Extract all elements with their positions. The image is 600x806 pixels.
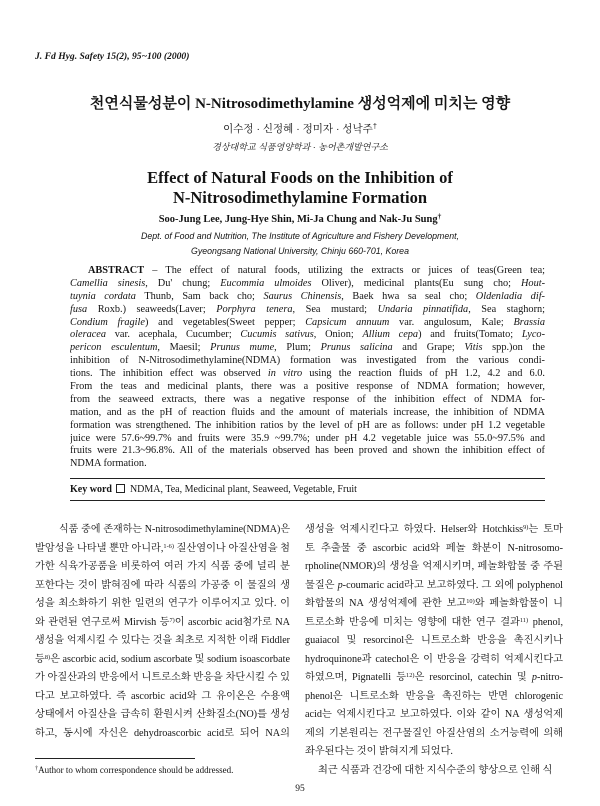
abstract-line bbox=[70, 342, 545, 355]
italic-run: Brassia bbox=[513, 316, 545, 328]
abstract-line bbox=[70, 265, 545, 278]
text-run: phenol은 니트로소화 반응을 촉진하는 반면 chlorogenic bbox=[305, 690, 563, 702]
italic-run: Vitis bbox=[464, 342, 483, 354]
italic-run: p bbox=[531, 672, 537, 683]
italic-run: Prunus salicina bbox=[320, 342, 393, 354]
english-author-names: Soo-Jung Lee, Jung-Hye Shin, Mi-Ja Chung and Nak-Ju Sung bbox=[158, 214, 438, 225]
italic-run: in vitro bbox=[267, 368, 303, 380]
italic-run: Lyco- bbox=[521, 329, 545, 341]
text-run: -nitro- bbox=[536, 672, 563, 683]
text-run: 트로소화 반응에 미치는 영향에 대한 연구 결과 bbox=[305, 616, 520, 628]
text-run: 와 페놀화합물이 니 bbox=[474, 598, 563, 609]
body-right-column bbox=[305, 521, 563, 780]
body-line bbox=[35, 558, 290, 577]
body-line bbox=[305, 540, 563, 559]
body-line bbox=[35, 632, 290, 651]
korean-authors bbox=[0, 122, 600, 137]
keyword-box-icon bbox=[116, 484, 125, 493]
korean-affiliation: 경상대학교 식품영양학과 · 농어촌개발연구소 bbox=[212, 142, 388, 152]
body-line bbox=[305, 577, 563, 596]
text-run: 물질은 bbox=[305, 579, 338, 591]
text-run: , Sea mustard; bbox=[292, 303, 378, 315]
italic-run: Prunus mume bbox=[210, 342, 275, 354]
english-title-line: Effect of Natural Foods on the Inhibition of bbox=[147, 168, 453, 187]
text-run: and Grape; bbox=[392, 342, 465, 354]
body-line bbox=[35, 540, 290, 559]
italic-run: fusa bbox=[70, 303, 88, 315]
text-run: 생성을 억제시킬 수 있다는 것을 최초로 지적한 이래 Fiddler bbox=[35, 635, 290, 646]
keyword-terms: NDMA, Tea, Medicinal plant, Seaweed, Vegetable, Fruit bbox=[129, 484, 357, 495]
text-run: spp.)on the bbox=[482, 342, 545, 354]
body-line bbox=[305, 688, 563, 707]
citation-superscript: 10) bbox=[466, 597, 475, 605]
text-run: hydroquinone과 catechol은 이 반응을 강력히 억제시킨다고 bbox=[305, 653, 563, 665]
english-title bbox=[0, 168, 600, 207]
keyword-top-rule bbox=[70, 478, 545, 479]
abstract-line bbox=[70, 317, 545, 330]
citation-superscript: 7) bbox=[169, 616, 175, 624]
corresponding-author-mark: † bbox=[372, 122, 377, 131]
text-run: 가한 식육가공품을 비롯하여 여러 가지 식품 중에 널리 분 bbox=[35, 561, 290, 572]
english-affiliation bbox=[0, 229, 600, 259]
body-line bbox=[305, 743, 563, 762]
text-run: ) and fruits(Tomato; bbox=[418, 329, 522, 341]
italic-run: Allium cepa bbox=[362, 329, 419, 341]
text-run: , Plum; bbox=[274, 342, 321, 354]
keyword-label: Key word bbox=[70, 484, 112, 495]
body-line bbox=[35, 614, 290, 633]
italic-run: Porphyra tenera bbox=[216, 303, 293, 315]
text-run: , Baek hwa sa seal cho; bbox=[341, 290, 476, 302]
text-run: ) and vegetables(Sweet pepper; bbox=[144, 316, 306, 328]
italic-run: Camellia sinesis bbox=[70, 277, 146, 289]
citation-superscript: 8) bbox=[44, 653, 51, 661]
abstract-line bbox=[70, 278, 545, 291]
body-line bbox=[35, 669, 290, 688]
text-run: 가 아질산과의 반응에서 니트로소화 반응을 차단시킬 수 있 bbox=[35, 672, 290, 683]
english-title-line: N-Nitrosodimethylamine Formation bbox=[172, 187, 428, 207]
text-run: 하였으며, Pignatelli 등 bbox=[305, 672, 407, 683]
citation-superscript: 11) bbox=[519, 616, 529, 624]
body-line bbox=[305, 762, 563, 781]
text-run: 등 bbox=[35, 653, 45, 665]
body-line bbox=[35, 706, 290, 725]
abstract-line bbox=[70, 355, 545, 368]
text-run: 이 ascorbic acid첨가로 NA bbox=[174, 616, 290, 628]
abstract-line bbox=[70, 329, 545, 342]
keyword-bottom-rule bbox=[70, 500, 545, 501]
text-run: 은 resorcinol, catechin 및 bbox=[414, 672, 532, 683]
text-run: 상태에서 아질산을 급속히 환원시켜 산화질소(NO)를 생성 bbox=[35, 709, 290, 720]
abstract-line bbox=[70, 445, 545, 458]
body-line bbox=[305, 632, 563, 651]
text-run: tions. The inhibition effect was observed bbox=[70, 368, 268, 380]
italic-run: Undaria pinnatifida bbox=[377, 303, 469, 315]
italic-run: Eucommia ulmoides bbox=[220, 277, 312, 289]
text-run: rpholine(NMOR)의 생성을 억제시키며, 페놀화합물 중 주된 bbox=[305, 561, 563, 572]
body-line bbox=[35, 725, 290, 744]
italic-run: tuynia cordata bbox=[70, 290, 136, 302]
korean-author-names: 이수정 · 신정혜 · 정미자 · 성낙주 bbox=[223, 123, 373, 135]
text-run: 좌우된다는 것이 밝혀지게 되었다. bbox=[305, 746, 453, 757]
text-run: , Du' chung; bbox=[145, 277, 221, 289]
text-run: 는 토마 bbox=[528, 524, 563, 535]
footnote-text: Author to whom correspondence should be addressed. bbox=[38, 765, 234, 775]
abstract-line bbox=[70, 291, 545, 304]
text-run: From the teas and medicinal plants, there was a positive response of NDMA formation; however, bbox=[70, 381, 545, 393]
body-line bbox=[305, 669, 563, 688]
text-run: acid는 억제시킨다고 보고하였다. 이와 같이 NA 생성억제 bbox=[305, 709, 563, 720]
text-run: 화합물의 NA 생성억제에 관한 보고 bbox=[305, 598, 467, 609]
body-line bbox=[305, 521, 563, 540]
text-run: juice were 57.6~99.7% and fruits were 35.9 ~99.7%; under pH 4.2 vegetable juice was 55.0~97.5% and bbox=[70, 432, 545, 444]
text-run: 하고, 동시에 자신은 dehydroascorbic acid로 되어 NA의 bbox=[35, 727, 290, 739]
abstract-line bbox=[70, 420, 545, 433]
english-authors bbox=[0, 212, 600, 227]
abstract-line bbox=[70, 458, 545, 471]
body-line bbox=[35, 577, 290, 596]
text-run: Thunb, Sam back cho; bbox=[135, 290, 264, 302]
text-run: Oliver), medicinal plants(Eu sung cho; bbox=[311, 277, 521, 289]
text-run: inhibition of N-Nitrosodimethylamine(NDMA) formation was investigated from the various condi- bbox=[70, 355, 545, 367]
text-run: Roxb.) seaweeds(Laver; bbox=[87, 303, 217, 315]
text-run: -coumaric acid라고 보고하였다. 그 외에 polyphenol bbox=[342, 579, 563, 591]
text-run: – The effect of natural foods, utilizing the extracts or juices of teas(Green tea; bbox=[144, 265, 545, 276]
body-line bbox=[305, 651, 563, 670]
citation-superscript: 9) bbox=[523, 523, 529, 531]
abstract-line bbox=[70, 368, 545, 381]
affiliation-line: Gyeongsang National University, Chinju 660-701, Korea bbox=[191, 246, 409, 256]
abstract bbox=[70, 265, 545, 471]
body-line bbox=[35, 521, 290, 540]
abstract-line bbox=[70, 433, 545, 446]
text-run: , Sea staghorn; bbox=[468, 303, 545, 315]
text-run: 다고 보고하였다. 즉 ascorbic acid와 그 유이온은 수용액 bbox=[35, 690, 290, 702]
body-line bbox=[35, 651, 290, 670]
body-line bbox=[305, 595, 563, 614]
footnote-rule bbox=[35, 758, 195, 759]
italic-run: oleracea bbox=[70, 329, 107, 341]
body-line bbox=[35, 688, 290, 707]
italic-run: Cucumis sativus bbox=[240, 329, 314, 341]
body-line bbox=[305, 706, 563, 725]
text-run: 최근 식품과 건강에 대한 지식수준의 향상으로 인해 식 bbox=[318, 764, 553, 776]
italic-run: Saurus Chinensis bbox=[263, 290, 342, 302]
journal-citation: J. Fd Hyg. Safety 15(2), 95~100 (2000) bbox=[35, 51, 190, 62]
abstract-line bbox=[70, 304, 545, 317]
text-run: 은 ascorbic acid, sodium ascorbate 및 sodium isoascorbate bbox=[50, 653, 290, 665]
text-run: 성을 최소화하기 위한 일련의 연구가 이루어지고 있다. 이 bbox=[35, 598, 290, 609]
citation-superscript: 12) bbox=[406, 671, 415, 679]
abstract-label: ABSTRACT bbox=[88, 265, 145, 276]
italic-run: Oldenladia dif- bbox=[475, 290, 545, 302]
text-run: var. acephala, Cucumber; bbox=[106, 329, 241, 341]
italic-run: Hout- bbox=[520, 277, 545, 289]
text-run: guaiacol 및 resorcinol은 니트로소화 반응을 촉진시키나 bbox=[305, 635, 563, 646]
text-run: 포한다는 것이 밝혀짐에 따라 식품의 가공중 이 물질의 생 bbox=[35, 579, 290, 591]
body-line bbox=[305, 614, 563, 633]
body-line bbox=[305, 725, 563, 744]
text-run: using the reaction fluids of pH 1.2, 4.2 and 6.0. bbox=[302, 368, 545, 380]
text-run: 제의 기본원리는 전구물질인 아질산염의 소거능력에 의해 bbox=[305, 727, 563, 739]
text-run: from the seaweed extracts, there was a negative response of the inhibition effect of NDMA for- bbox=[70, 393, 545, 405]
text-run: , Maesil; bbox=[157, 342, 211, 354]
text-run: 토 추출물 중 ascorbic acid와 페놀 화분이 N-nitrosomo- bbox=[305, 542, 563, 554]
abstract-line bbox=[70, 381, 545, 394]
italic-run: Condium fragile bbox=[70, 316, 145, 328]
text-run: mation, and as the pH of reaction fluids and the amount of materials increase, the inhibition of NDMA bbox=[70, 406, 545, 418]
keyword-line bbox=[70, 483, 545, 496]
body-line bbox=[305, 558, 563, 577]
korean-title: 천연식물성분이 N-Nitrosodimethylamine 생성억제에 미치는 영향 bbox=[89, 96, 511, 112]
text-run: fruits were 21.3~96.8%. All of the materials observed has been proved and shown the inhibition effect of bbox=[70, 445, 545, 457]
text-run: 와 관련된 연구로써 Mirvish 등 bbox=[35, 616, 170, 628]
text-run: 생성을 억제시킨다고 하였다. Helser와 Hotchkiss bbox=[305, 524, 524, 535]
corresponding-author-mark: † bbox=[437, 212, 442, 221]
text-run: formation was strengthened. The inhibition ratios by the level of pH are as follows: under pH 1.2 vegetable bbox=[70, 419, 545, 431]
text-run: , Onion; bbox=[313, 329, 363, 341]
page-number: 95 bbox=[295, 784, 305, 794]
italic-run: Capsicum annuum bbox=[305, 316, 390, 328]
footnote-mark: † bbox=[35, 764, 39, 772]
text-run: 질산염이나 아질산염을 첨 bbox=[173, 542, 290, 554]
text-run: 식품 중에 존재하는 N-nitrosodimethylamine(NDMA)은 bbox=[59, 524, 290, 535]
abstract-line bbox=[70, 394, 545, 407]
italic-run: p bbox=[337, 579, 343, 591]
italic-run: pericon esculentum bbox=[70, 342, 158, 354]
text-run: var. angulosum, Kale; bbox=[389, 316, 514, 328]
text-run: 발암성을 나타낼 뿐만 아니라, bbox=[35, 542, 164, 554]
body-line bbox=[35, 595, 290, 614]
text-run: NDMA formation. bbox=[70, 458, 147, 470]
body-left-column bbox=[35, 521, 290, 743]
citation-superscript: 1-6) bbox=[163, 542, 174, 550]
footnote bbox=[35, 764, 290, 777]
affiliation-line: Dept. of Food and Nutrition, The Institute of Agriculture and Fishery Development, bbox=[141, 231, 459, 241]
abstract-line bbox=[70, 407, 545, 420]
text-run: phenol, bbox=[528, 616, 563, 628]
